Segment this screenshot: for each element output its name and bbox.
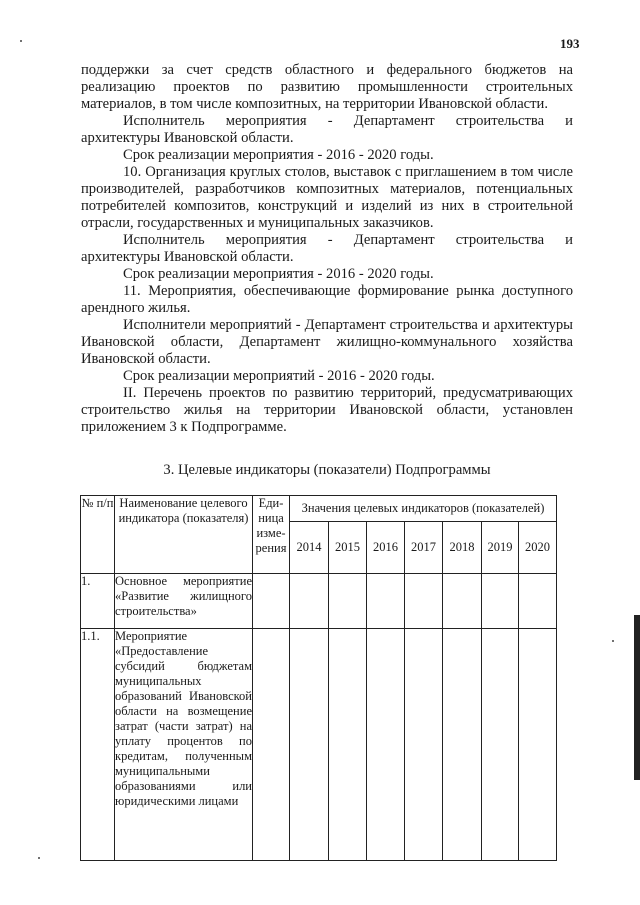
cell-2015: [329, 629, 367, 861]
header-year-2016: 2016: [367, 522, 405, 574]
cell-2017: [405, 629, 443, 861]
cell-2016: [367, 629, 405, 861]
row-name: Основное мероприятие «Развитие жилищного строительства»: [115, 574, 253, 629]
paragraph-executor-10-cont: архитектуры Ивановской области.: [81, 249, 294, 265]
header-year-2018: 2018: [443, 522, 482, 574]
header-name: Наименование целевого индикатора (показателя): [115, 496, 253, 574]
header-year-2019: 2019: [482, 522, 519, 574]
paragraph-section-2: II. Перечень проектов по развитию территорий, предусматривающих строительство жилья на территории Ивановской области, установлен приложением 3 к Подпрограмме.: [81, 385, 573, 435]
header-unit-line: изме-: [256, 526, 286, 540]
cell-2015: [329, 574, 367, 629]
paragraph-term-10: Срок реализации мероприятия - 2016 - 2020 годы.: [123, 266, 434, 282]
paragraph-item-11: 11. Мероприятия, обеспечивающие формирование рынка доступного арендного жилья.: [81, 283, 573, 316]
document-body: [81, 62, 573, 436]
cell-2020: [519, 629, 557, 861]
row-name: Мероприятие «Предоставление субсидий бюджетам муниципальных образований Ивановской области на возмещение затрат (части затрат) на уплату процентов по кредитам, полученным муниципальными образованиями или юридическими лицами: [115, 629, 253, 861]
paragraph-executor-9-cont: архитектуры Ивановской области.: [81, 130, 294, 146]
header-unit-line: ница: [258, 511, 284, 525]
header-year-2020: 2020: [519, 522, 557, 574]
header-unit-line: Еди-: [258, 496, 284, 510]
scan-edge-mark: [634, 615, 640, 780]
paragraph-term-11: Срок реализации мероприятий - 2016 - 2020 годы.: [123, 368, 435, 384]
page-number: 193: [560, 36, 580, 51]
cell-2016: [367, 574, 405, 629]
scan-speck: [38, 857, 40, 859]
cell-2019: [482, 629, 519, 861]
section-title: 3. Целевые индикаторы (показатели) Подпрограммы: [163, 462, 491, 478]
paragraph-executor-9: Исполнитель мероприятия - Департамент строительства и: [123, 113, 573, 129]
cell-2018: [443, 629, 482, 861]
table-row: [81, 629, 557, 861]
indicators-table: [80, 495, 557, 861]
table-row: [81, 574, 557, 629]
cell-2020: [519, 574, 557, 629]
cell-2017: [405, 574, 443, 629]
paragraph-executors-11: Исполнители мероприятий - Департамент строительства и архитектуры Ивановской области, Департамент жилищно-коммунального хозяйства Ивановской области.: [81, 317, 573, 367]
paragraph-term-9: Срок реализации мероприятия - 2016 - 2020 годы.: [123, 147, 434, 163]
header-year-2015: 2015: [329, 522, 367, 574]
header-year-2014: 2014: [290, 522, 329, 574]
cell-2014: [290, 574, 329, 629]
scan-speck: [20, 40, 22, 42]
cell-2014: [290, 629, 329, 861]
cell-unit: [253, 629, 290, 861]
row-num: 1.1.: [81, 629, 115, 861]
paragraph-support: поддержки за счет средств областного и федерального бюджетов на реализацию проектов по развитию промышленности строительных материалов, в том числе композитных, на территории Ивановской области.: [81, 62, 573, 112]
paragraph-executor-10: Исполнитель мероприятия - Департамент строительства и: [123, 232, 573, 248]
header-num: № п/п: [81, 496, 115, 574]
header-year-2017: 2017: [405, 522, 443, 574]
cell-2018: [443, 574, 482, 629]
header-unit: [253, 496, 290, 574]
header-values-group: Значения целевых индикаторов (показателей): [290, 496, 557, 522]
row-num: 1.: [81, 574, 115, 629]
cell-unit: [253, 574, 290, 629]
paragraph-item-10: 10. Организация круглых столов, выставок с приглашением в том числе производителей, разработчиков композитных материалов, потенциальных потребителей композитов, конструкций и изделий из них в строительной отрасли, государственных и муниципальных заказчиков.: [81, 164, 573, 231]
header-unit-line: рения: [255, 541, 287, 555]
scan-speck: [612, 640, 614, 642]
cell-2019: [482, 574, 519, 629]
